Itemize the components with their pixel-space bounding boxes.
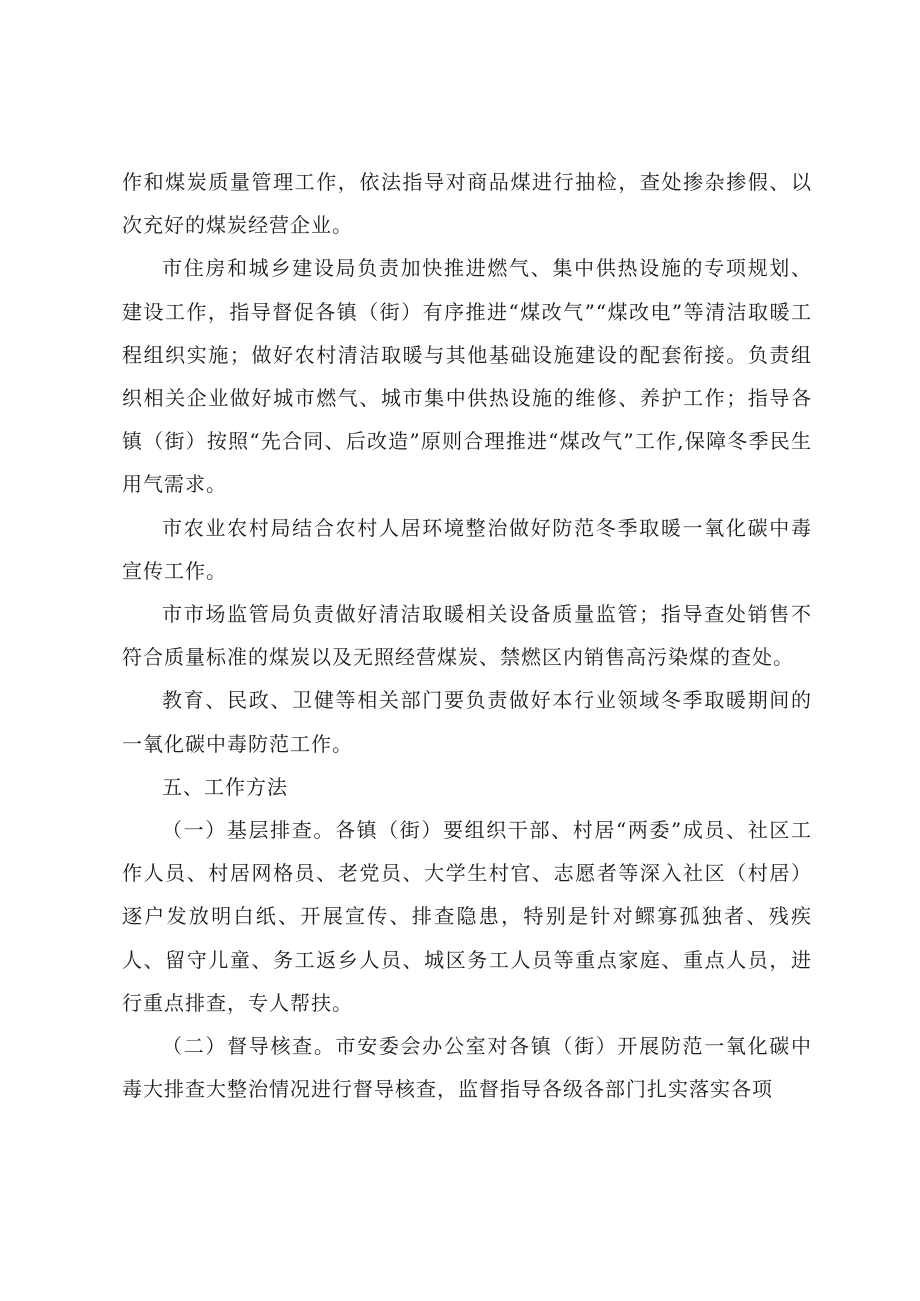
paragraph-supervision-check: （二）督导核查。市安委会办公室对各镇（街）开展防范一氧化碳中毒大排查大整治情况进行督导核查，监督指导各级各部门扎实落实各项 (122, 1034, 812, 1102)
paragraph-grassroots-inspection: （一）基层排查。各镇（街）要组织干部、村居“两委”成员、社区工作人员、村居网格员、老党员、大学生村官、志愿者等深入社区（村居）逐户发放明白纸、开展宣传、排查隐患，特别是针对鳏寡孤独者、残疾人、留守儿童、务工返乡人员、城区务工人员等重点家庭、重点人员，进行重点排查，专人帮扶。 (122, 818, 812, 1015)
paragraph-housing-bureau: 市住房和城乡建设局负责加快推进燃气、集中供热设施的专项规划、建设工作，指导督促各镇（街）有序推进“煤改气”“煤改电”等清洁取暖工程组织实施；做好农村清洁取暖与其他基础设施建设的配套衔接。负责组织相关企业做好城市燃气、城市集中供热设施的维修、养护工作；指导各镇（街）按照“先合同、后改造”原则合理推进“煤改气”工作,保障冬季民生用气需求。 (122, 256, 812, 497)
paragraph-coal-quality: 作和煤炭质量管理工作，依法指导对商品煤进行抽检，查处掺杂掺假、以次充好的煤炭经营企业。 (122, 170, 812, 238)
document-body (122, 161, 812, 1111)
section-heading-work-methods: 五、工作方法 (162, 774, 288, 799)
paragraph-agriculture-bureau: 市农业农村局结合农村人居环境整治做好防范冬季取暖一氧化碳中毒宣传工作。 (122, 515, 812, 583)
paragraph-market-supervision: 市市场监管局负责做好清洁取暖相关设备质量监管；指导查处销售不符合质量标准的煤炭以及无照经营煤炭、禁燃区内销售高污染煤的查处。 (122, 602, 812, 670)
paragraph-other-departments: 教育、民政、卫健等相关部门要负责做好本行业领域冬季取暖期间的一氧化碳中毒防范工作。 (122, 688, 812, 756)
